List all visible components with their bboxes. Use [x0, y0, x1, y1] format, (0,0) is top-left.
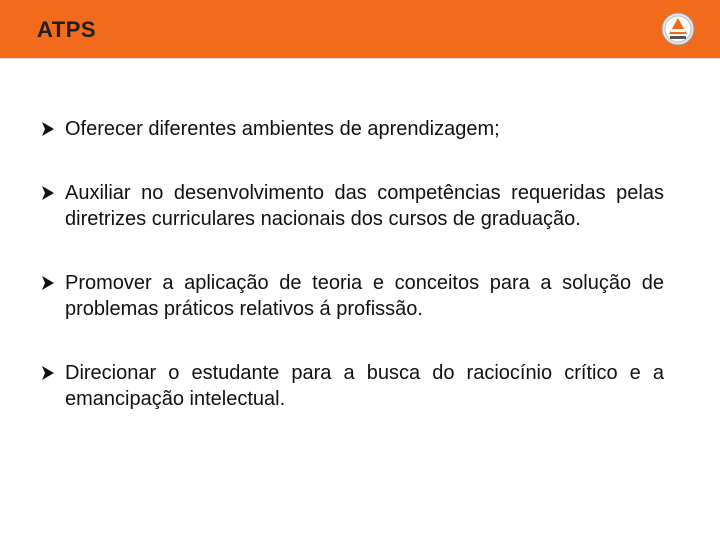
arrow-bullet-icon: [40, 180, 58, 206]
list-item: [40, 180, 664, 232]
bullet-text: Direcionar o estudante para a busca do raciocínio crítico e a emancipação intelectual.: [65, 362, 664, 410]
anhanguera-logo-icon: [661, 12, 695, 46]
list-item: [40, 360, 664, 412]
list-item: [40, 116, 664, 142]
arrow-bullet-icon: [40, 360, 58, 386]
header-bar: [0, 0, 720, 59]
bullet-text: Oferecer diferentes ambientes de aprendizagem;: [65, 118, 500, 140]
list-item: [40, 270, 664, 322]
arrow-bullet-icon: [40, 116, 58, 142]
arrow-bullet-icon: [40, 270, 58, 296]
bullet-list: [40, 116, 664, 450]
bullet-text: Auxiliar no desenvolvimento das competências requeridas pelas diretrizes curriculares nacionais dos cursos de graduação.: [65, 182, 664, 230]
page-title: ATPS: [37, 17, 97, 42]
bullet-text: Promover a aplicação de teoria e conceitos para a solução de problemas práticos relativos á profissão.: [65, 272, 664, 320]
